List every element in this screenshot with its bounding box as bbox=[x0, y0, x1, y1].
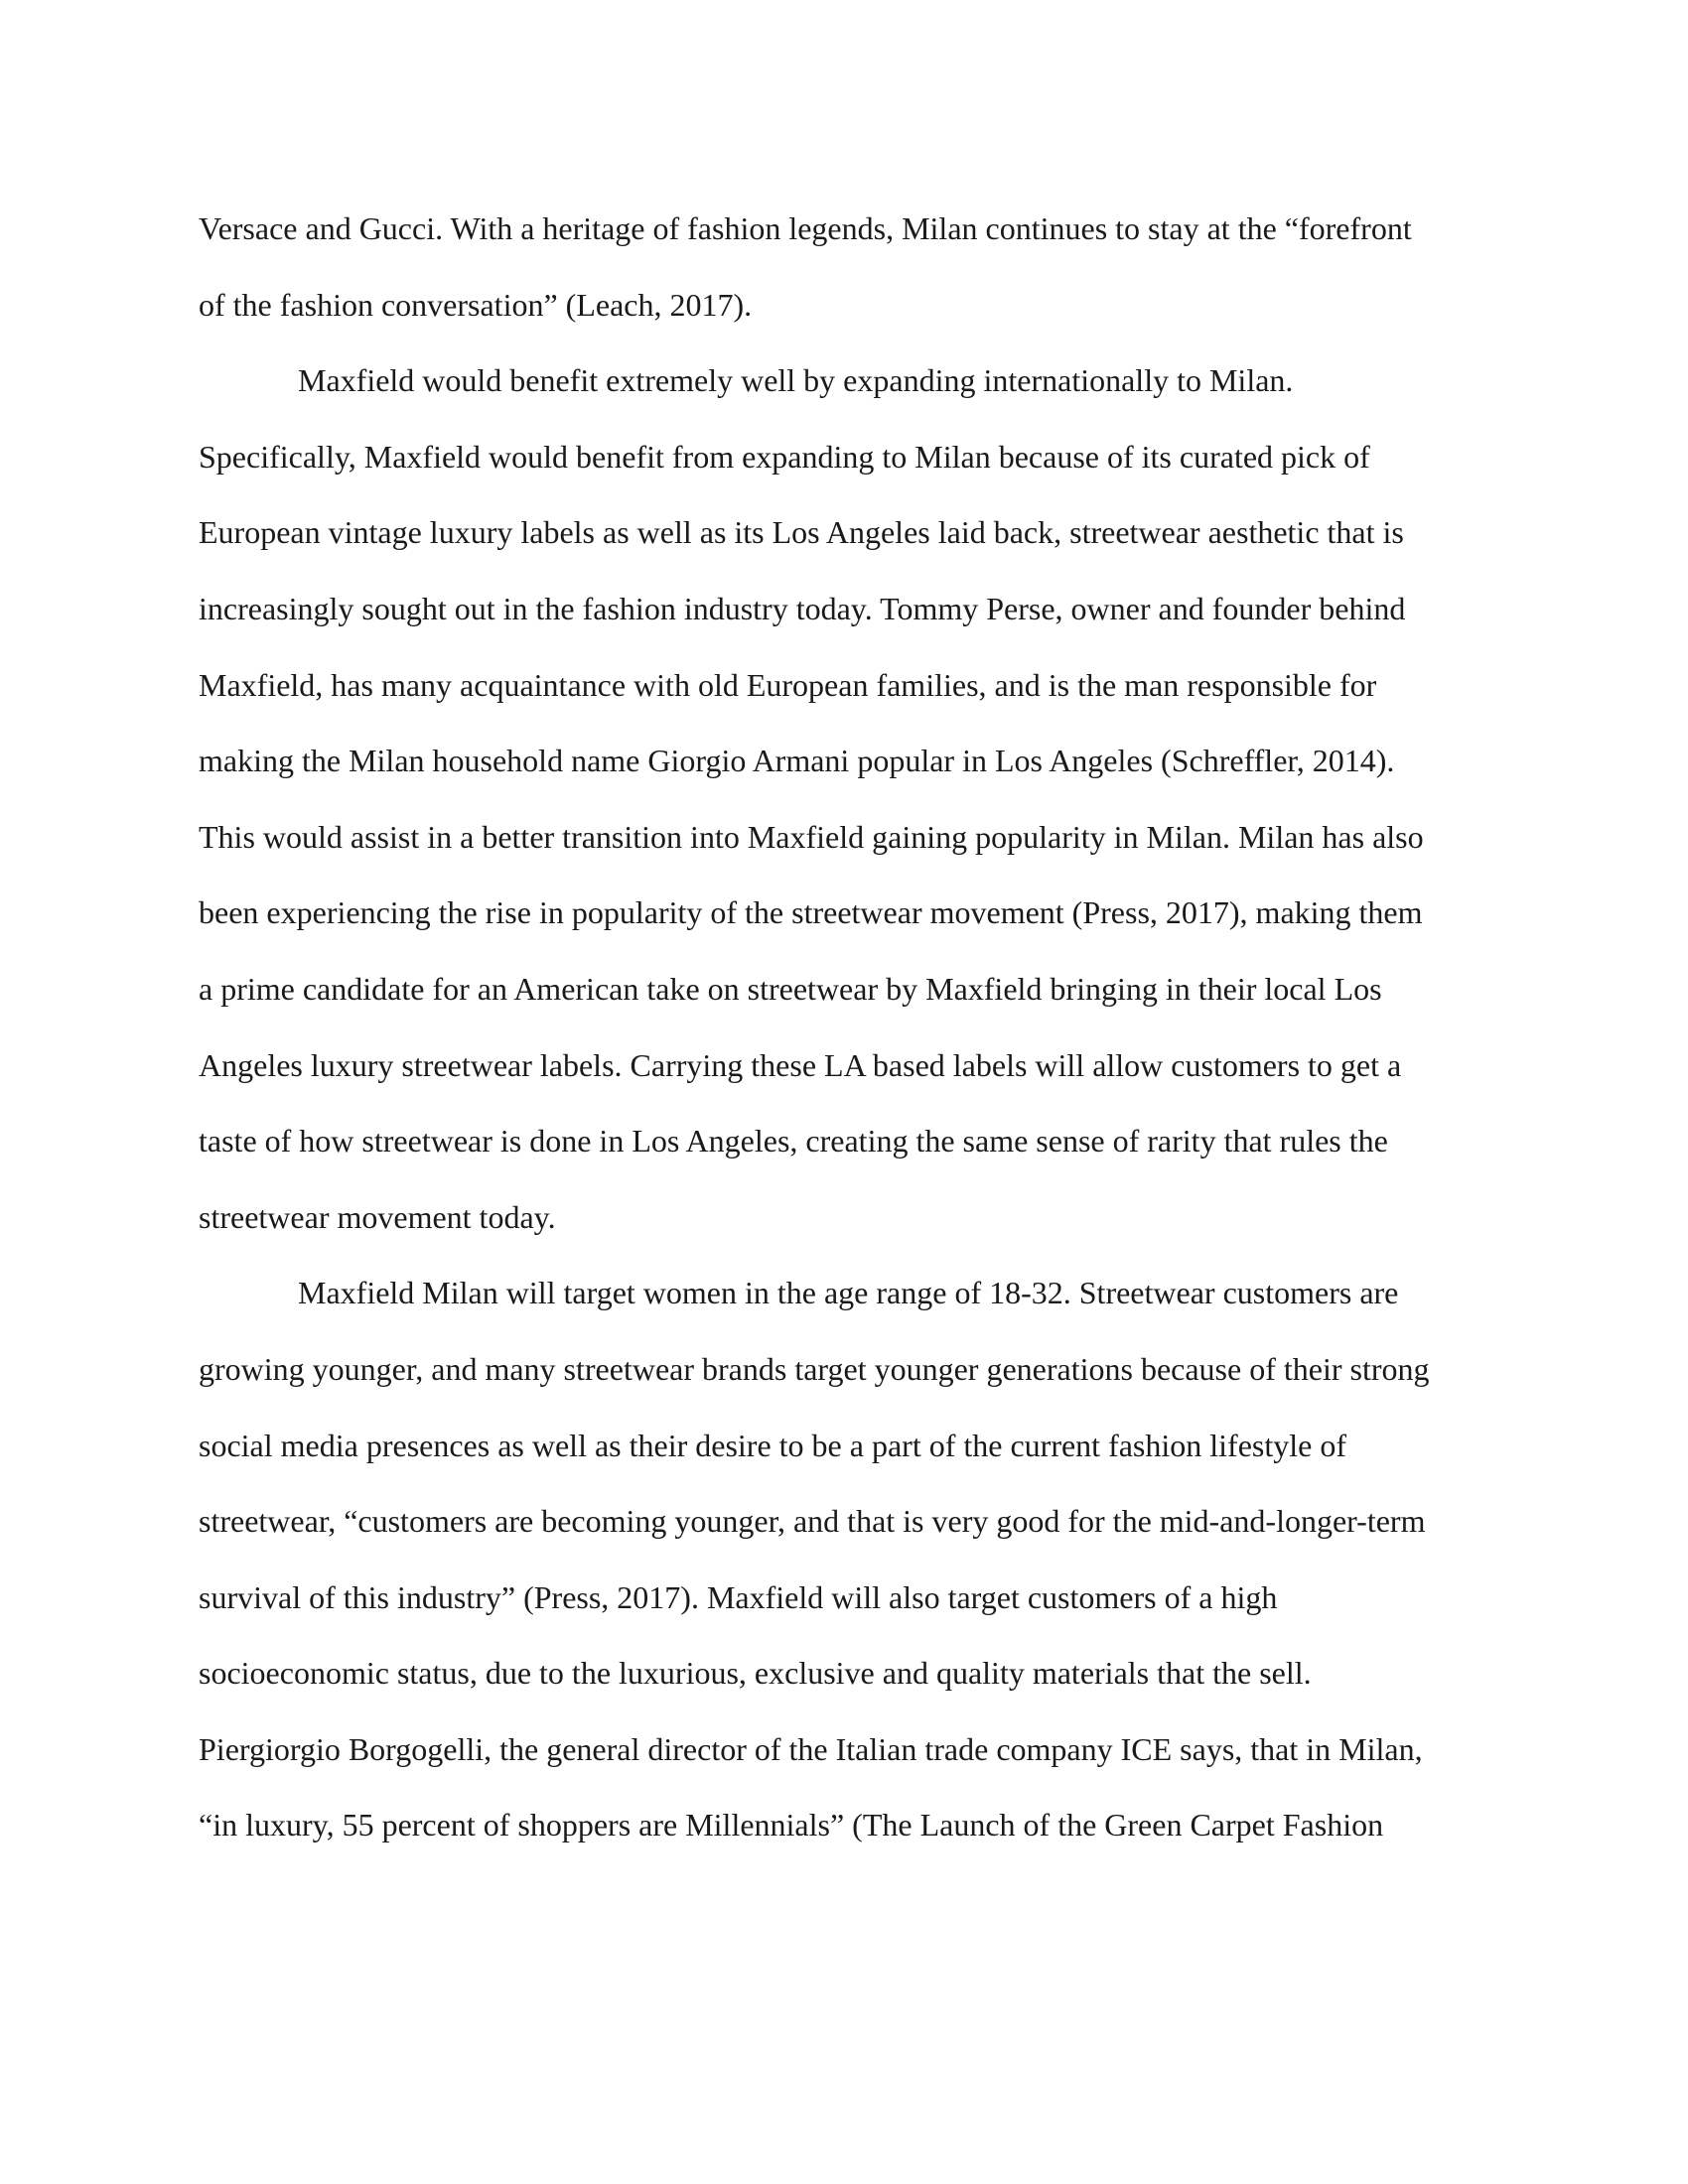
text-line: Maxfield would benefit extremely well by expanding internationally to Milan. bbox=[298, 362, 1294, 399]
text-line: European vintage luxury labels as well as its Los Angeles laid back, streetwear aesthetic that is bbox=[199, 514, 1404, 551]
text-line: making the Milan household name Giorgio Armani popular in Los Angeles (Schreffler, 2014). bbox=[199, 743, 1395, 779]
paragraph bbox=[199, 342, 1489, 1255]
text-line: of the fashion conversation” (Leach, 2017). bbox=[199, 286, 753, 323]
text-line: been experiencing the rise in popularity of the streetwear movement (Press, 2017), making them bbox=[199, 894, 1423, 931]
text-line: Angeles luxury streetwear labels. Carrying these LA based labels will allow customers to get a bbox=[199, 1046, 1402, 1083]
text-line: Specifically, Maxfield would benefit from expanding to Milan because of its curated pick of bbox=[199, 438, 1370, 475]
text-line: survival of this industry” (Press, 2017). Maxfield will also target customers of a high bbox=[199, 1578, 1278, 1615]
text-line: streetwear, “customers are becoming younger, and that is very good for the mid-and-longer-term bbox=[199, 1503, 1426, 1540]
text-line: a prime candidate for an American take on streetwear by Maxfield bringing in their local Los bbox=[199, 970, 1382, 1007]
paragraph bbox=[199, 1255, 1489, 1863]
paragraph bbox=[199, 191, 1489, 342]
text-line: socioeconomic status, due to the luxurious, exclusive and quality materials that the sell. bbox=[199, 1655, 1312, 1692]
text-line: Maxfield Milan will target women in the age range of 18-32. Streetwear customers are bbox=[298, 1275, 1399, 1311]
text-line: increasingly sought out in the fashion industry today. Tommy Perse, owner and founder behind bbox=[199, 590, 1406, 626]
text-line: Versace and Gucci. With a heritage of fashion legends, Milan continues to stay at the “forefront bbox=[199, 210, 1412, 246]
text-line: Piergiorgio Borgogelli, the general director of the Italian trade company ICE says, that in Milan, bbox=[199, 1730, 1423, 1767]
text-line: This would assist in a better transition into Maxfield gaining popularity in Milan. Milan has also bbox=[199, 818, 1424, 855]
text-line: social media presences as well as their desire to be a part of the current fashion lifestyle of bbox=[199, 1427, 1346, 1463]
text-line: taste of how streetwear is done in Los Angeles, creating the same sense of rarity that rules the bbox=[199, 1123, 1388, 1160]
body-text bbox=[199, 191, 1489, 1863]
text-line: streetwear movement today. bbox=[199, 1198, 556, 1235]
text-line: Maxfield, has many acquaintance with old European families, and is the man responsible for bbox=[199, 666, 1377, 703]
text-line: “in luxury, 55 percent of shoppers are Millennials” (The Launch of the Green Carpet Fashion bbox=[199, 1807, 1384, 1843]
text-line: growing younger, and many streetwear brands target younger generations because of their strong bbox=[199, 1350, 1430, 1387]
